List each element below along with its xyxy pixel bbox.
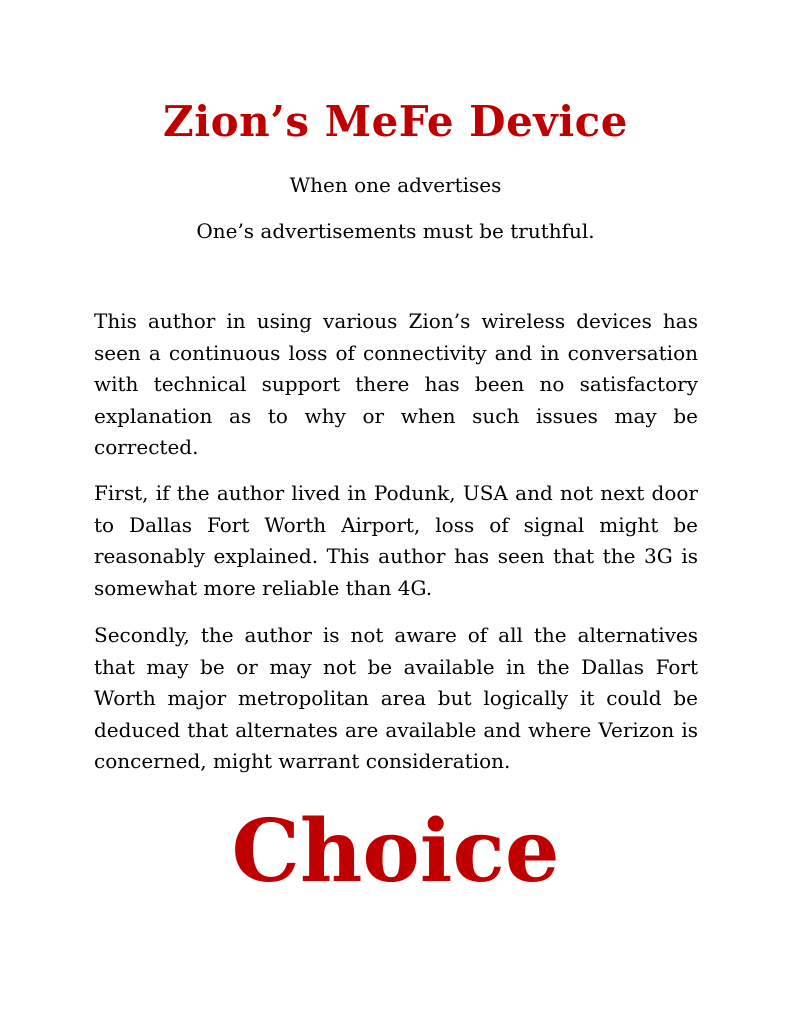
body-paragraph-2: First, if the author lived in Podunk, USA and not next door to Dallas Fort Worth Airport, loss of signal might be reasonably explained. This author has seen that the 3G is somewhat more reliable than 4G. (94, 481, 698, 600)
closing-word: Choice (231, 801, 560, 902)
body-paragraph-3: Secondly, the author is not aware of all the alternatives that may be or may not be available in the Dallas Fort Worth major metropolitan area but logically it could be deduced that alternates are available and where Verizon is concerned, might warrant consideration. (94, 623, 698, 773)
subtitle-line-2: One’s advertisements must be truthful. (196, 219, 595, 243)
subtitle-line-1: When one advertises (289, 173, 502, 197)
document-title: Zion’s MeFe Device (163, 97, 628, 146)
body-paragraph-1: This author in using various Zion’s wireless devices has seen a continuous loss of connectivity and in conversation with technical support there has been no satisfactory explanation as to why or when such issues may be corrected. (94, 309, 698, 459)
